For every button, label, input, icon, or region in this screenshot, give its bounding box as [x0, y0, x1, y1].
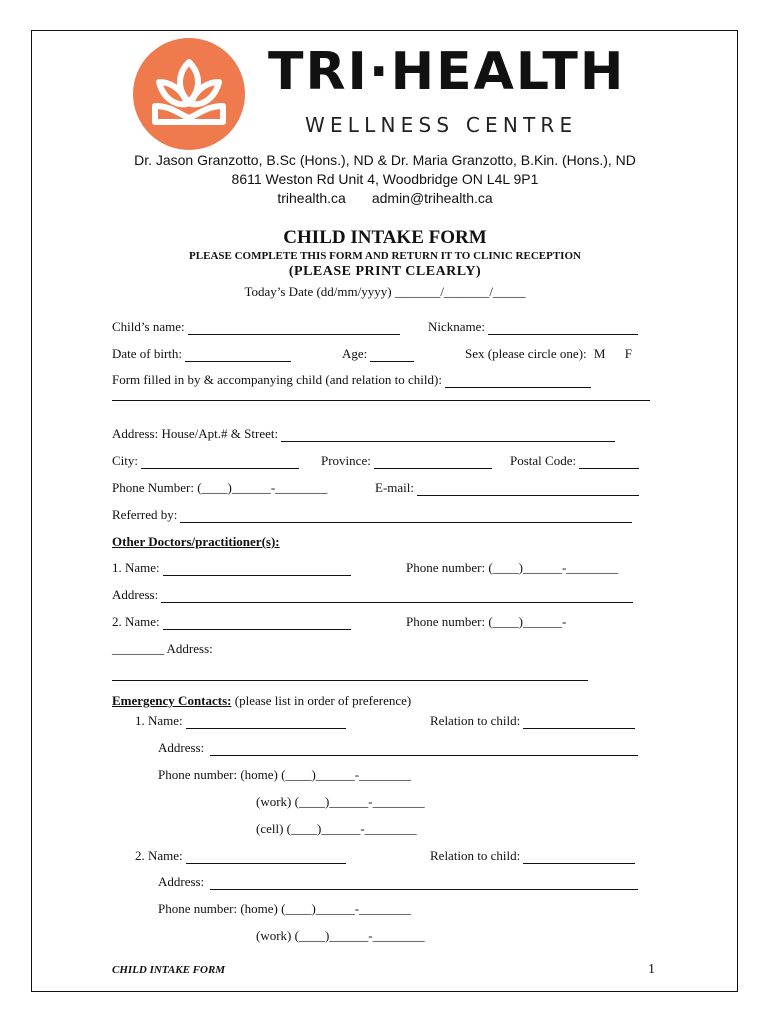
- doctor2-address-field[interactable]: ________ Address:: [112, 641, 213, 656]
- doctor1-address-row: [112, 587, 633, 603]
- doctor2-address-input-line[interactable]: [112, 680, 588, 681]
- contact2-relation-input[interactable]: [523, 849, 635, 864]
- doctor1-address-label: Address:: [112, 587, 159, 602]
- doctors-line: Dr. Jason Granzotto, B.Sc (Hons.), ND & Dr. Maria Granzotto, B.Kin. (Hons.), ND: [134, 152, 636, 168]
- footer-form-name: CHILD INTAKE FORM: [112, 964, 226, 976]
- filled-by-row: [112, 372, 591, 388]
- contact2-work-phone-field[interactable]: (work) (____)______-________: [256, 928, 425, 943]
- dob-row: [112, 346, 291, 362]
- email-label: E-mail:: [375, 480, 414, 495]
- contact1-work-phone-field[interactable]: (work) (____)______-________: [256, 794, 425, 809]
- referred-row: [112, 507, 632, 523]
- postal-row: [510, 453, 639, 469]
- contact2-name-input[interactable]: [186, 849, 346, 864]
- sex-option-m[interactable]: M: [593, 346, 606, 361]
- childs-name-row: [112, 319, 400, 335]
- province-input[interactable]: [374, 454, 492, 469]
- address-street-row: [112, 426, 615, 442]
- contact2-address-input[interactable]: [210, 875, 638, 890]
- dob-label: Date of birth:: [112, 346, 183, 361]
- childs-name-label: Child’s name:: [112, 319, 185, 334]
- contact1-relation-label: Relation to child:: [430, 713, 521, 728]
- email-row: [375, 480, 639, 496]
- clinic-contact: [0, 190, 770, 206]
- sex-label: Sex (please circle one):: [465, 346, 587, 361]
- contact2-name-label: 2. Name:: [135, 848, 183, 863]
- doctor1-phone-field[interactable]: Phone number: (____)______-________: [406, 560, 619, 575]
- contact1-address-row: [158, 740, 638, 756]
- filled-by-input-line2[interactable]: [112, 400, 650, 401]
- doctor2-name-row: [112, 614, 351, 630]
- city-row: [112, 453, 299, 469]
- contact2-relation-row: [430, 848, 635, 864]
- contact1-name-input[interactable]: [186, 714, 346, 729]
- contact2-address-row: [158, 874, 638, 890]
- age-row: [342, 346, 414, 362]
- contact1-address-label: Address:: [158, 740, 205, 755]
- doctor1-address-input[interactable]: [161, 588, 633, 603]
- email-link[interactable]: admin@trihealth.ca: [371, 190, 493, 206]
- emergency-heading: Emergency Contacts:: [112, 693, 232, 708]
- clinic-address: 8611 Weston Rd Unit 4, Woodbridge ON L4L 9P1: [231, 171, 539, 187]
- emergency-heading-note: (please list in order of preference): [234, 693, 412, 708]
- website-link[interactable]: trihealth.ca: [277, 190, 346, 206]
- nickname-label: Nickname:: [428, 319, 486, 334]
- sex-option-f[interactable]: F: [624, 346, 632, 361]
- contact1-home-phone-field[interactable]: Phone number: (home) (____)______-________: [158, 767, 412, 782]
- contact1-name-label: 1. Name:: [135, 713, 183, 728]
- referred-label: Referred by:: [112, 507, 178, 522]
- dob-input[interactable]: [185, 347, 291, 362]
- city-label: City:: [112, 453, 139, 468]
- nickname-row: [428, 319, 638, 335]
- postal-label: Postal Code:: [510, 453, 577, 468]
- brand-name: TRI·HEALTH: [268, 42, 626, 102]
- childs-name-input[interactable]: [188, 320, 400, 335]
- other-doctors-heading: Other Doctors/practitioner(s):: [112, 534, 280, 549]
- doctor2-name-input[interactable]: [163, 615, 351, 630]
- address-street-input[interactable]: [281, 427, 615, 442]
- contact1-relation-row: [430, 713, 635, 729]
- referred-input[interactable]: [180, 508, 632, 523]
- lotus-logo-icon: [133, 38, 245, 150]
- phone-field[interactable]: Phone Number: (____)______-________: [112, 480, 328, 495]
- contact2-home-phone-field[interactable]: Phone number: (home) (____)______-________: [158, 901, 412, 916]
- contact1-name-row: [135, 713, 346, 729]
- doctor1-name-label: 1. Name:: [112, 560, 160, 575]
- contact2-relation-label: Relation to child:: [430, 848, 521, 863]
- page-number: 1: [648, 962, 655, 977]
- contact1-address-input[interactable]: [210, 741, 638, 756]
- doctor2-phone-field[interactable]: Phone number: (____)______-: [406, 614, 567, 629]
- contact1-cell-phone-field[interactable]: (cell) (____)______-________: [256, 821, 417, 836]
- phone-row: [112, 480, 327, 496]
- contact2-name-row: [135, 848, 346, 864]
- province-row: [321, 453, 492, 469]
- todays-date-field[interactable]: Today’s Date (dd/mm/yyyy) _______/_______/_____: [244, 284, 526, 299]
- doctor1-name-row: [112, 560, 351, 576]
- doctor1-name-input[interactable]: [163, 561, 351, 576]
- sex-row: [465, 346, 632, 362]
- contact2-address-label: Address:: [158, 874, 205, 889]
- address-street-label: Address: House/Apt.# & Street:: [112, 426, 279, 441]
- brand-subtitle: WELLNESS CENTRE: [305, 113, 578, 137]
- nickname-input[interactable]: [488, 320, 638, 335]
- city-input[interactable]: [141, 454, 299, 469]
- doctor2-name-label: 2. Name:: [112, 614, 160, 629]
- age-label: Age:: [342, 346, 368, 361]
- print-clearly-note: (PLEASE PRINT CLEARLY): [288, 264, 482, 279]
- filled-by-input[interactable]: [445, 373, 591, 388]
- email-input[interactable]: [417, 481, 639, 496]
- form-title: CHILD INTAKE FORM: [283, 227, 487, 248]
- province-label: Province:: [321, 453, 371, 468]
- filled-by-label: Form filled in by & accompanying child (and relation to child):: [112, 372, 442, 387]
- emergency-heading-row: [112, 693, 411, 709]
- contact1-relation-input[interactable]: [523, 714, 635, 729]
- form-instruction: PLEASE COMPLETE THIS FORM AND RETURN IT TO CLINIC RECEPTION: [189, 250, 581, 262]
- postal-input[interactable]: [579, 454, 639, 469]
- age-input[interactable]: [370, 347, 414, 362]
